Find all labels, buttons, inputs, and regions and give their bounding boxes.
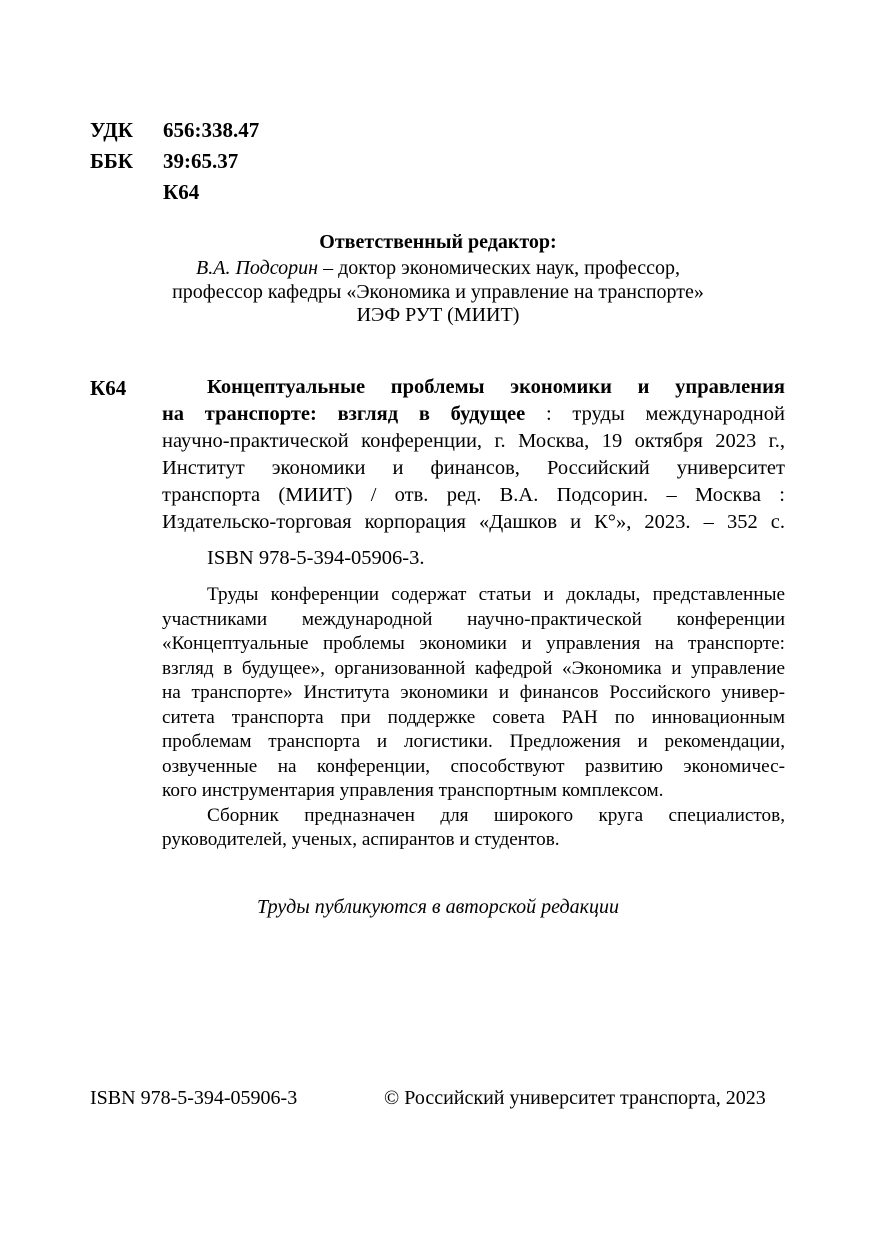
footer-isbn: ISBN 978-5-394-05906-3 <box>90 1087 298 1109</box>
abstract-line: участниками международной научно-практической конференции <box>162 608 785 630</box>
catalog-entry <box>162 374 785 536</box>
catalog-mark: К64 <box>90 376 127 400</box>
udk-label: УДК <box>90 118 133 142</box>
bbk-label: ББК <box>90 149 133 173</box>
catalog-title-line-1: Концептуальные проблемы экономики и управления <box>207 376 785 398</box>
abstract-line: ситета транспорта при поддержке совета РАН по инновационным <box>162 706 785 728</box>
footer-copyright: © Российский университет транспорта, 2023 <box>384 1087 766 1109</box>
udk-value: 656:338.47 <box>163 118 260 142</box>
catalog-title-bold: на транспорте: взгляд в будущее <box>162 403 526 425</box>
abstract-line: «Концептуальные проблемы экономики и управления на транспорте: <box>162 633 785 654</box>
abstract-line: на транспорте» Института экономики и финансов Российского универ- <box>162 682 785 703</box>
abstract-paragraph-2 <box>162 804 785 853</box>
editor-credentials: – доктор экономических наук, профессор, <box>318 257 680 279</box>
abstract-line: кого инструментария управления транспортным комплексом. <box>162 780 664 801</box>
abstract <box>162 583 785 853</box>
catalog-line-6: Издательско-торговая корпорация «Дашков и К°», 2023. – 352 с. <box>162 511 785 533</box>
catalog-line-4: Институт экономики и финансов, Российский университет <box>162 457 785 479</box>
authors-edition-note: Труды публикуются в авторской редакции <box>256 896 620 918</box>
bbk-row <box>90 149 238 174</box>
udk-row <box>90 118 259 143</box>
abstract-line: руководителей, ученых, аспирантов и студентов. <box>162 829 560 850</box>
editor-heading: Ответственный редактор: <box>319 231 557 253</box>
catalog-title-line-2 <box>162 401 785 428</box>
abstract-line: озвученные на конференции, способствуют развитию экономичес- <box>162 755 785 777</box>
catalog-title-rest: : труды международной <box>525 403 785 425</box>
catalog-line-5: транспорта (МИИТ) / отв. ред. В.А. Подсорин. – Москва : <box>162 484 785 506</box>
abstract-line: взгляд в будущее», организованной кафедрой «Экономика и управление <box>162 657 785 679</box>
editor-line-1 <box>0 257 876 280</box>
editor-line-3: ИЭФ РУТ (МИИТ) <box>356 304 520 326</box>
author-mark: К64 <box>163 180 200 204</box>
abstract-line: Труды конференции содержат статьи и доклады, представленные <box>207 584 785 605</box>
abstract-line: проблемам транспорта и логистики. Предложения и рекомендации, <box>162 731 785 752</box>
bbk-value: 39:65.37 <box>163 149 239 173</box>
editor-line-2: профессор кафедры «Экономика и управление на транспорте» <box>172 281 704 303</box>
editor-name: В.А. Подсорин <box>196 257 319 279</box>
catalog-isbn: ISBN 978-5-394-05906-3. <box>207 547 425 569</box>
abstract-paragraph-1 <box>162 583 785 804</box>
abstract-line: Сборник предназначен для широкого круга специалистов, <box>207 804 785 826</box>
catalog-line-3: научно-практической конференции, г. Москва, 19 октября 2023 г., <box>162 430 785 452</box>
